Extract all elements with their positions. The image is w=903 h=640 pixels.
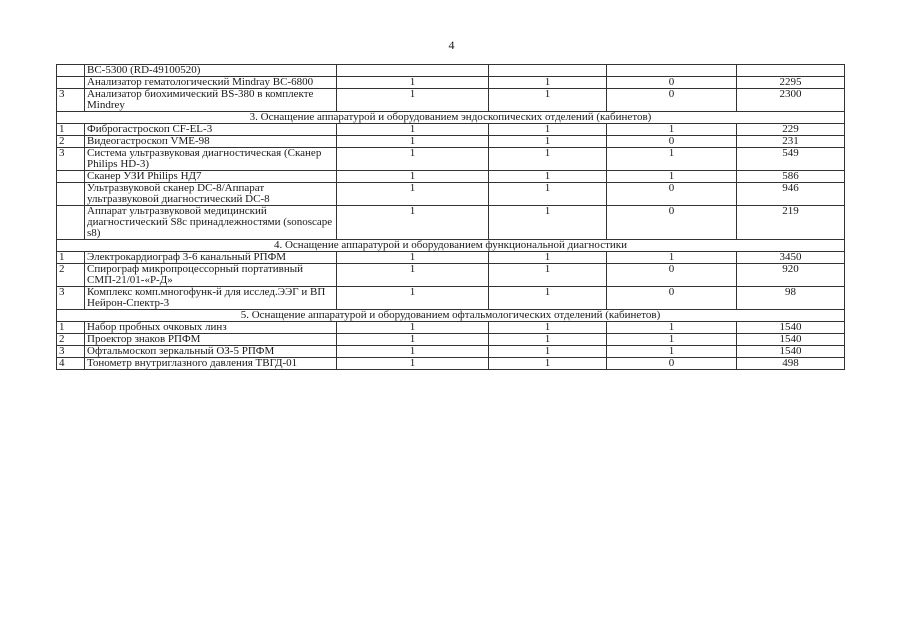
row-number (57, 171, 85, 183)
value-col-3: 1 (607, 322, 737, 334)
value-col-4: 2295 (737, 77, 845, 89)
table-row (57, 124, 845, 136)
value-col-3: 0 (607, 183, 737, 206)
equipment-name: Фиброгастроскоп CF-EL-3 (85, 124, 337, 136)
value-col-4: 2300 (737, 89, 845, 112)
equipment-name: Аппарат ультразвуковой медицинский диагностический S8c принадлежностями (sonoscape s8) (85, 206, 337, 240)
value-col-1: 1 (337, 148, 489, 171)
value-col-1: 1 (337, 89, 489, 112)
row-number: 3 (57, 346, 85, 358)
value-col-2: 1 (489, 183, 607, 206)
value-col-3: 1 (607, 346, 737, 358)
value-col-4 (737, 65, 845, 77)
value-col-3: 1 (607, 252, 737, 264)
row-number (57, 183, 85, 206)
value-col-2: 1 (489, 358, 607, 370)
row-number: 4 (57, 358, 85, 370)
section-header-row (57, 310, 845, 322)
table-row (57, 183, 845, 206)
row-number: 3 (57, 287, 85, 310)
value-col-2 (489, 65, 607, 77)
table-row (57, 65, 845, 77)
value-col-2: 1 (489, 334, 607, 346)
equipment-name: Тонометр внутриглазного давления ТВГД-01 (85, 358, 337, 370)
value-col-2: 1 (489, 89, 607, 112)
row-number: 1 (57, 252, 85, 264)
table-row (57, 322, 845, 334)
value-col-4: 1540 (737, 334, 845, 346)
value-col-4: 1540 (737, 346, 845, 358)
table-row (57, 136, 845, 148)
value-col-4: 586 (737, 171, 845, 183)
equipment-name: Спирограф микропроцессорный портативный СМП-21/01-«Р-Д» (85, 264, 337, 287)
table-row (57, 287, 845, 310)
value-col-2: 1 (489, 252, 607, 264)
value-col-2: 1 (489, 77, 607, 89)
value-col-1: 1 (337, 287, 489, 310)
value-col-2: 1 (489, 287, 607, 310)
table-row (57, 252, 845, 264)
row-number: 3 (57, 148, 85, 171)
value-col-3: 0 (607, 358, 737, 370)
value-col-3: 1 (607, 124, 737, 136)
value-col-1: 1 (337, 358, 489, 370)
value-col-3 (607, 65, 737, 77)
value-col-1: 1 (337, 252, 489, 264)
value-col-3: 1 (607, 334, 737, 346)
row-number: 3 (57, 89, 85, 112)
value-col-4: 920 (737, 264, 845, 287)
value-col-3: 0 (607, 264, 737, 287)
value-col-2: 1 (489, 322, 607, 334)
equipment-name: Электрокардиограф 3-6 канальный РПФМ (85, 252, 337, 264)
value-col-4: 3450 (737, 252, 845, 264)
equipment-name: Анализатор биохимический BS-380 в комплекте Mindrey (85, 89, 337, 112)
table-row (57, 89, 845, 112)
row-number: 2 (57, 136, 85, 148)
equipment-name: Видеогастроскоп VME-98 (85, 136, 337, 148)
value-col-2: 1 (489, 124, 607, 136)
row-number: 2 (57, 334, 85, 346)
row-number (57, 206, 85, 240)
table-row (57, 77, 845, 89)
value-col-4: 1540 (737, 322, 845, 334)
section-header-row (57, 240, 845, 252)
equipment-name: Проектор знаков РПФМ (85, 334, 337, 346)
value-col-2: 1 (489, 171, 607, 183)
value-col-1: 1 (337, 206, 489, 240)
row-number: 1 (57, 322, 85, 334)
equipment-table-body (57, 65, 845, 370)
equipment-name: Анализатор гематологический Mindray ВС-6800 (85, 77, 337, 89)
table-row (57, 148, 845, 171)
value-col-4: 498 (737, 358, 845, 370)
table-row (57, 358, 845, 370)
value-col-1: 1 (337, 346, 489, 358)
table-row (57, 171, 845, 183)
equipment-name: ВС-5300 (RD-49100520) (85, 65, 337, 77)
value-col-1: 1 (337, 171, 489, 183)
value-col-3: 0 (607, 287, 737, 310)
row-number (57, 65, 85, 77)
row-number (57, 77, 85, 89)
value-col-2: 1 (489, 346, 607, 358)
section-title: 5. Оснащение аппаратурой и оборудованием офтальмологических отделений (кабинетов) (57, 310, 845, 322)
value-col-4: 549 (737, 148, 845, 171)
value-col-3: 1 (607, 148, 737, 171)
value-col-3: 0 (607, 206, 737, 240)
value-col-2: 1 (489, 148, 607, 171)
value-col-1: 1 (337, 77, 489, 89)
value-col-3: 0 (607, 89, 737, 112)
equipment-name: Офтальмоскоп зеркальный ОЗ-5 РПФМ (85, 346, 337, 358)
table-row (57, 346, 845, 358)
table-row (57, 206, 845, 240)
equipment-name: Ультразвуковой сканер DC-8/Аппарат ультразвуковой диагностический DC-8 (85, 183, 337, 206)
value-col-1: 1 (337, 124, 489, 136)
row-number: 2 (57, 264, 85, 287)
value-col-3: 0 (607, 136, 737, 148)
value-col-2: 1 (489, 206, 607, 240)
value-col-1: 1 (337, 136, 489, 148)
equipment-name: Набор пробных очковых линз (85, 322, 337, 334)
section-header-row (57, 112, 845, 124)
value-col-1: 1 (337, 322, 489, 334)
table-row (57, 334, 845, 346)
value-col-4: 231 (737, 136, 845, 148)
equipment-name: Комплекс комп.многофунк-й для исслед.ЭЭГ и ВП Нейрон-Спектр-3 (85, 287, 337, 310)
value-col-4: 98 (737, 287, 845, 310)
section-title: 4. Оснащение аппаратурой и оборудованием функциональной диагностики (57, 240, 845, 252)
value-col-4: 229 (737, 124, 845, 136)
equipment-table (56, 64, 845, 370)
value-col-1: 1 (337, 183, 489, 206)
equipment-name: Сканер УЗИ Philips НД7 (85, 171, 337, 183)
table-row (57, 264, 845, 287)
section-title: 3. Оснащение аппаратурой и оборудованием эндоскопических отделений (кабинетов) (57, 112, 845, 124)
value-col-1: 1 (337, 264, 489, 287)
row-number: 1 (57, 124, 85, 136)
page-number: 4 (448, 38, 455, 52)
value-col-3: 0 (607, 77, 737, 89)
value-col-3: 1 (607, 171, 737, 183)
value-col-4: 946 (737, 183, 845, 206)
equipment-name: Система ультразвуковая диагностическая (Сканер Philips HD-3) (85, 148, 337, 171)
value-col-2: 1 (489, 264, 607, 287)
value-col-4: 219 (737, 206, 845, 240)
value-col-2: 1 (489, 136, 607, 148)
value-col-1 (337, 65, 489, 77)
value-col-1: 1 (337, 334, 489, 346)
